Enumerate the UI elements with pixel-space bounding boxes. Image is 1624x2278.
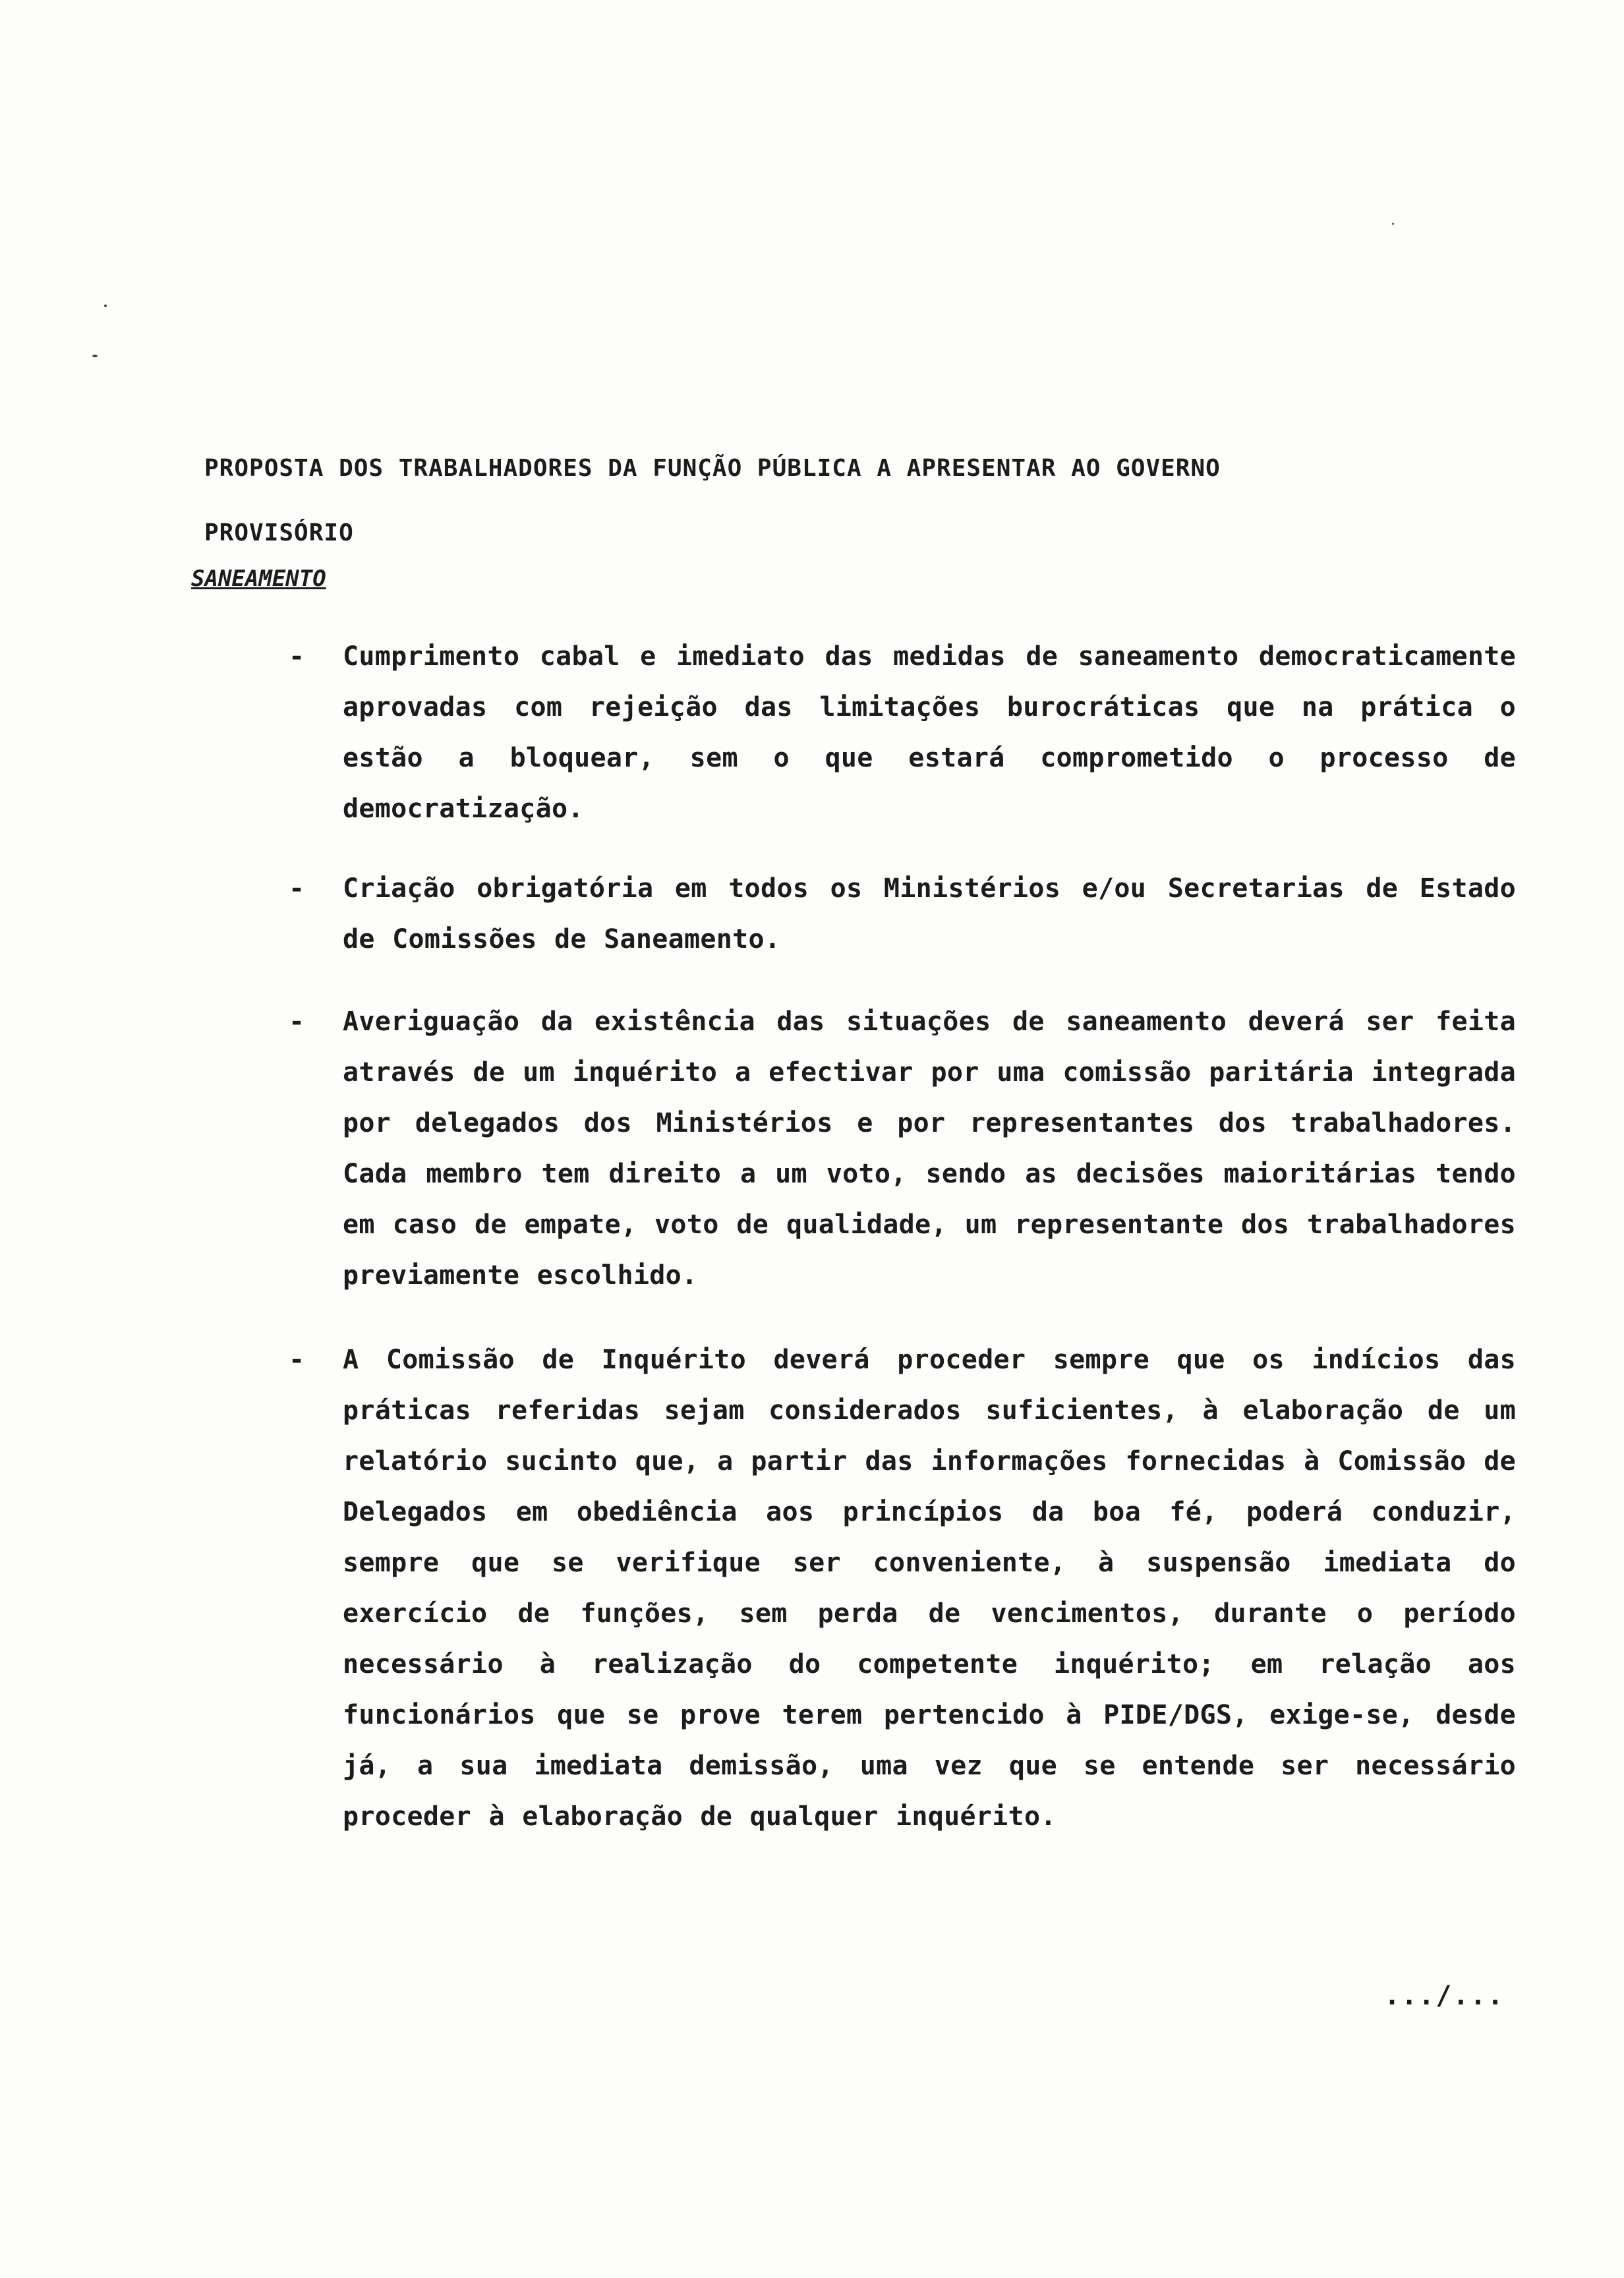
list-item [290, 631, 1516, 834]
list-bullet: - [289, 641, 305, 672]
list-bullet: - [289, 873, 305, 904]
document-title-continuation: PROVISÓRIO [204, 519, 354, 546]
list-item [290, 997, 1516, 1301]
section-heading: SANEAMENTO [191, 566, 326, 592]
page-continuation-marker: .../... [1384, 1981, 1505, 2011]
document-title: PROPOSTA DOS TRABALHADORES DA FUNÇÃO PÚBLICA A APRESENTAR AO GOVERNO [204, 455, 1221, 482]
list-item [290, 863, 1516, 965]
list-item [290, 1335, 1516, 1842]
list-item-text: Criação obrigatória em todos os Ministérios e/ou Secretarias de Estado de Comissões de Saneamento. [343, 873, 1516, 954]
list-bullet: - [289, 1345, 305, 1375]
list-item-text: A Comissão de Inquérito deverá proceder sempre que os indícios das práticas referidas sejam considerados suficientes, à elaboração de um relatório sucinto que, a partir das informações fornecidas à Comissão de Delegados em obediência aos princípios da boa fé, poderá conduzir, sempre que se verifique ser conveniente, à suspensão imediata do exercício de funções, sem perda de vencimentos, durante o período necessário à realização do competente inquérito; em relação aos funcionários que se prove terem pertencido à PIDE/DGS, exige-se, desde já, a sua imediata demissão, uma vez que se entende ser necessário proceder à elaboração de qualquer inquérito. [343, 1345, 1516, 1832]
list-bullet: - [289, 1007, 305, 1037]
scan-speck [104, 305, 107, 307]
list-item-text: Cumprimento cabal e imediato das medidas de saneamento democraticamente aprovadas com rejeição das limitações burocráticas que na prática o estão a bloquear, sem o que estará comprometido o processo de democratização. [343, 641, 1516, 824]
list-item-text: Averiguação da existência das situações de saneamento deverá ser feita através de um inquérito a efectivar por uma comissão paritária integrada por delegados dos Ministérios e por representantes dos trabalhadores. Cada membro tem direito a um voto, sendo as decisões maioritárias tendo em caso de empate, voto de qualidade, um representante dos trabalhadores previamente escolhido. [343, 1007, 1516, 1291]
scan-speck [92, 355, 98, 357]
scan-speck [1392, 223, 1394, 225]
